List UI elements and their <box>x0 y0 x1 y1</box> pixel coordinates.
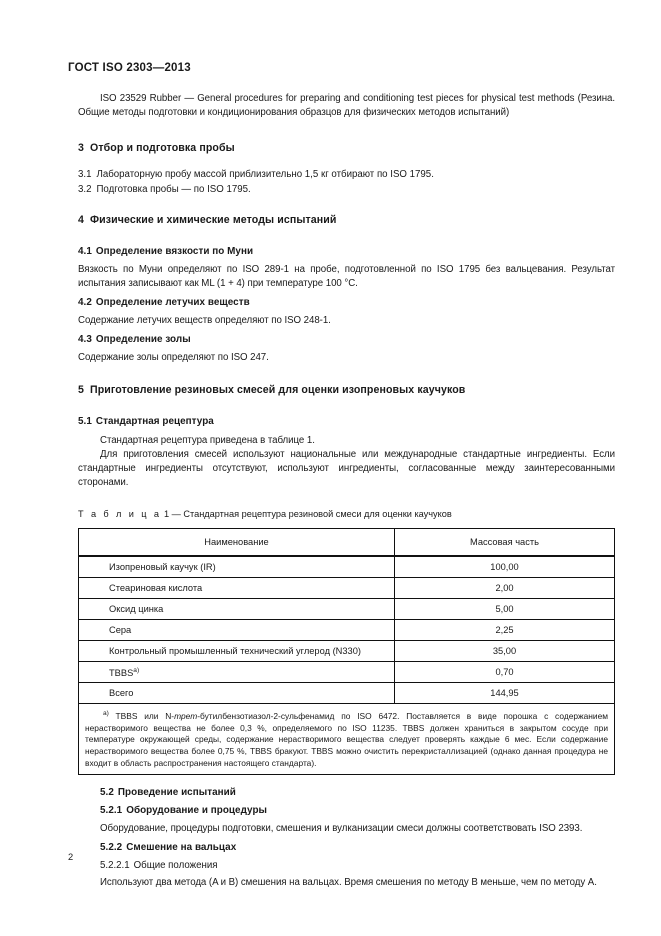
clause-5-1-number: 5.1 <box>78 415 92 427</box>
ingredient-value: 2,25 <box>395 620 615 641</box>
clause-4-3-number: 4.3 <box>78 334 92 346</box>
page-content <box>78 0 615 891</box>
clause-5-1-title: Стандартная рецептура <box>95 415 214 427</box>
subsection-heading-5-2-2-1 <box>78 860 615 871</box>
ingredient-name: Сера <box>79 620 395 641</box>
section-3-number: 3 <box>78 142 84 155</box>
ingredient-value: 35,00 <box>395 641 615 662</box>
clause-4-1-body: Вязкость по Муни определяют по ISO 289-1 на пробе, подготовленной по ISO 1795 без вальцевания. Результат испытания записывают как ML (1 + 4) при температуре 100 °C. <box>78 263 615 290</box>
clause-5-2-1-body: Оборудование, процедуры подготовки, смешения и вулканизации смеси должны соответствовать ISO 2393. <box>100 823 583 835</box>
table-header-row <box>79 529 615 557</box>
ingredient-name: Стеариновая кислота <box>79 578 395 599</box>
clause-3-1-text: Лабораторную пробу массой приблизительно 1,5 кг отбирают по ISO 1795. <box>96 169 434 181</box>
iso-reference-paragraph: ISO 23529 Rubber — General procedures for preparing and conditioning test pieces for physical test methods (Резина. Общие методы подготовки и кондиционирования образцов для физических методов испытаний) <box>78 93 615 119</box>
section-5-title: Приготовление резиновых смесей для оценки изопреновых каучуков <box>90 383 466 396</box>
footnote-part-2: -бутилбензотиазол-2-сульфенамид по ISO 6472. Поставляется в виде порошка с содержанием нерастворимого вещества не более 0,3 %, определяемого по ISO 11235. TBBS должен храниться в закрытом сосуде при температуре окружающей среды, содержание нерастворимого вещества следует проверять каждые 6 мес. Если содержание нерастворимого вещества более 0,75 %, TBBS бракуют. TBBS можно очистить перекристаллизацией (однако данная процедура не входит в область распространения настоящего стандарта). <box>85 711 608 768</box>
table-1-caption-dash: — <box>171 509 181 520</box>
table-1-standard-recipe <box>78 528 615 775</box>
clause-3-1 <box>78 168 615 182</box>
table-column-header-value: Массовая часть <box>395 529 615 557</box>
ingredient-name: Контрольный промышленный технический углерод (N330) <box>79 641 395 662</box>
clause-5-2-title: Проведение испытаний <box>117 787 236 799</box>
clause-3-2 <box>78 183 615 197</box>
subsection-heading-4-3 <box>78 334 615 345</box>
page-number: 2 <box>68 852 74 862</box>
section-4-number: 4 <box>78 213 84 226</box>
clause-5-2-1-title: Оборудование и процедуры <box>126 805 268 817</box>
section-heading-5 <box>78 384 615 396</box>
document-header-title: ГОСТ ISO 2303—2013 <box>68 62 191 74</box>
table-1-caption <box>78 509 615 519</box>
subsection-heading-5-2-2 <box>78 842 615 853</box>
ingredient-value-total: 144,95 <box>395 683 615 704</box>
table-row <box>79 556 615 578</box>
footnote-marker-icon: a) <box>133 666 140 674</box>
table-1-caption-label: Т а б л и ц а <box>78 509 162 520</box>
clause-5-2-2-title: Смешение на вальцах <box>126 842 237 854</box>
ingredient-value: 0,70 <box>395 662 615 683</box>
table-row <box>79 662 615 683</box>
table-column-header-name: Наименование <box>79 529 395 557</box>
clause-5-2-2-1-body: Используют два метода (A и B) смешения на вальцах. Время смешения по методу B меньше, чем по методу A. <box>100 877 597 889</box>
clause-3-2-number: 3.2 <box>78 183 92 195</box>
subsection-heading-5-1 <box>78 416 615 427</box>
clause-4-1-number: 4.1 <box>78 245 92 257</box>
section-4-title: Физические и химические методы испытаний <box>90 213 337 226</box>
ingredient-value: 5,00 <box>395 599 615 620</box>
subsection-heading-5-2 <box>78 787 615 798</box>
ingredient-name-text: TBBS <box>109 667 134 678</box>
clause-5-2-2-1-number: 5.2.2.1 <box>100 860 130 872</box>
table-1-caption-number: 1 <box>163 509 170 520</box>
subsection-heading-5-2-1 <box>78 805 615 816</box>
clause-3-2-text: Подготовка пробы — по ISO 1795. <box>96 183 251 195</box>
table-1-footnote <box>79 704 615 775</box>
footnote-italic-term: трет <box>174 711 198 722</box>
clause-4-3-title: Определение золы <box>95 334 191 346</box>
subsection-heading-4-2 <box>78 297 615 308</box>
section-heading-3 <box>78 142 615 154</box>
clause-3-1-number: 3.1 <box>78 169 92 181</box>
clause-4-3-body: Содержание золы определяют по ISO 247. <box>78 352 269 364</box>
clause-5-1-para-2: Для приготовления смесей используют национальные или международные стандартные ингредиенты. Если стандартные ингредиенты отсутствуют, используют ингредиенты, согласованные между заинтересованными сторонами. <box>78 448 615 489</box>
table-1-caption-text: Стандартная рецептура резиновой смеси для оценки каучуков <box>183 509 452 520</box>
table-row <box>79 620 615 641</box>
section-heading-4 <box>78 214 615 226</box>
clause-5-1-para-1: Стандартная рецептура приведена в таблице 1. <box>100 434 315 446</box>
section-5-number: 5 <box>78 383 84 396</box>
ingredient-value: 2,00 <box>395 578 615 599</box>
section-3-items <box>78 168 615 196</box>
ingredient-name: Изопреновый каучук (IR) <box>79 556 395 578</box>
clause-5-2-number: 5.2 <box>100 787 114 799</box>
ingredient-name-total: Всего <box>79 683 395 704</box>
footnote-part-1: TBBS или N- <box>115 711 175 722</box>
table-footnote-row <box>79 704 615 775</box>
section-3-title: Отбор и подготовка пробы <box>90 142 235 155</box>
clause-5-2-2-1-title: Общие положения <box>133 860 218 872</box>
clause-4-2-title: Определение летучих веществ <box>95 297 250 309</box>
clause-5-2-1-number: 5.2.1 <box>100 805 123 817</box>
table-row <box>79 641 615 662</box>
table-row <box>79 578 615 599</box>
footnote-marker-icon: a) <box>103 710 109 718</box>
table-row <box>79 599 615 620</box>
subsection-heading-4-1 <box>78 246 615 257</box>
clause-5-2-2-number: 5.2.2 <box>100 842 123 854</box>
ingredient-name: Оксид цинка <box>79 599 395 620</box>
table-row <box>79 683 615 704</box>
clause-4-2-body: Содержание летучих веществ определяют по ISO 248-1. <box>78 315 331 327</box>
ingredient-value: 100,00 <box>395 556 615 578</box>
clause-4-1-title: Определение вязкости по Муни <box>95 245 254 257</box>
clause-4-2-number: 4.2 <box>78 297 92 309</box>
ingredient-name-tbbs <box>79 662 395 683</box>
